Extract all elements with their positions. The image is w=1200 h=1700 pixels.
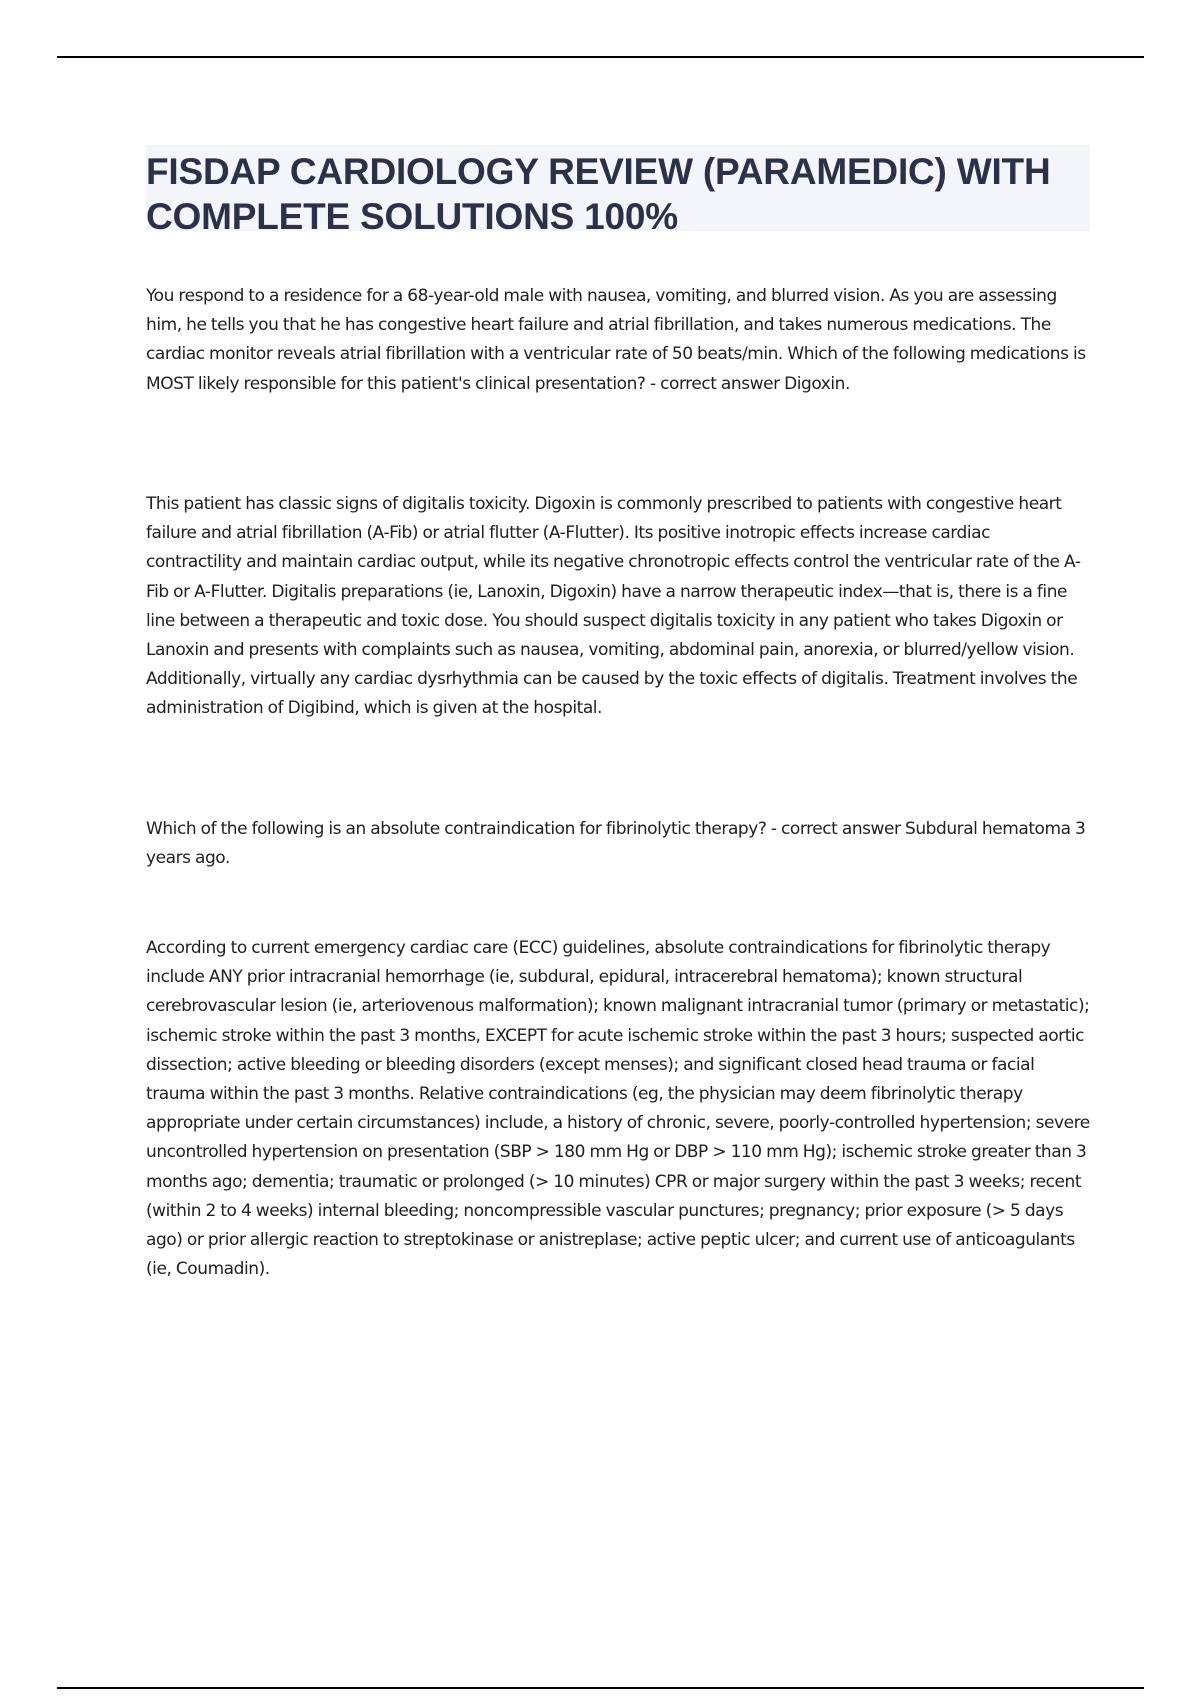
explanation-fibrinolytic-contraindications: According to current emergency cardiac care (ECC) guidelines, absolute contraindications for fibrinolytic therapy include ANY prior intracranial hemorrhage (ie, subdural, epidural, intracerebral hematoma); known structural cerebrovascular lesion (ie, arteriovenous malformation); known malignant intracranial tumor (primary or metastatic); ischemic stroke within the past 3 months, EXCEPT for acute ischemic stroke within the past 3 hours; suspected aortic dissection; active bleeding or bleeding disorders (except menses); and significant closed head trauma or facial trauma within the past 3 months. Relative contraindications (eg, the physician may deem fibrinolytic therapy appropriate under certain circumstances) include, a history of chronic, severe, poorly-controlled hypertension; severe uncontrolled hypertension on presentation (SBP > 180 mm Hg or DBP > 110 mm Hg); ischemic stroke greater than 3 months ago; dementia; traumatic or prolonged (> 10 minutes) CPR or major surgery within the past 3 weeks; recent (within 2 to 4 weeks) internal bleeding; noncompressible vascular punctures; pregnancy; prior exposure (> 5 days ago) or prior allergic reaction to streptokinase or anistreplase; active peptic ulcer; and current use of anticoagulants (ie, Coumadin). — [146, 938, 1090, 1280]
question-fibrinolytic-contraindication: Which of the following is an absolute contraindication for fibrinolytic therapy? - correct answer Subdural hematoma 3 years ago. — [146, 819, 1086, 869]
explanation-digitalis-toxicity: This patient has classic signs of digitalis toxicity. Digoxin is commonly prescribed to patients with congestive heart failure and atrial fibrillation (A-Fib) or atrial flutter (A-Flutter). Its positive inotropic effects increase cardiac contractility and maintain cardiac output, while its negative chronotropic effects control the ventricular rate of the A-Fib or A-Flutter. Digitalis preparations (ie, Lanoxin, Digoxin) have a narrow therapeutic index—that is, there is a fine line between a therapeutic and toxic dose. You should suspect digitalis toxicity in any patient who takes Digoxin or Lanoxin and presents with complaints such as nausea, vomiting, abdominal pain, anorexia, or blurred/yellow vision. Additionally, virtually any cardiac dysrhythmia can be caused by the toxic effects of digitalis. Treatment involves the administration of Digibind, which is given at the hospital. — [146, 494, 1081, 719]
top-rule — [57, 56, 1144, 58]
page-content — [146, 145, 1090, 1280]
title-banner — [146, 145, 1090, 237]
bottom-rule — [57, 1687, 1144, 1689]
question-digoxin: You respond to a residence for a 68-year-old male with nausea, vomiting, and blurred vision. As you are assessing him, he tells you that he has congestive heart failure and atrial fibrillation, and takes numerous medications. The cardiac monitor reveals atrial fibrillation with a ventricular rate of 50 beats/min. Which of the following medications is MOST likely responsible for this patient's clinical presentation? - correct answer Digoxin. — [146, 286, 1086, 394]
document-title: FISDAP CARDIOLOGY REVIEW (PARAMEDIC) WITH COMPLETE SOLUTIONS 100% — [146, 151, 1051, 237]
